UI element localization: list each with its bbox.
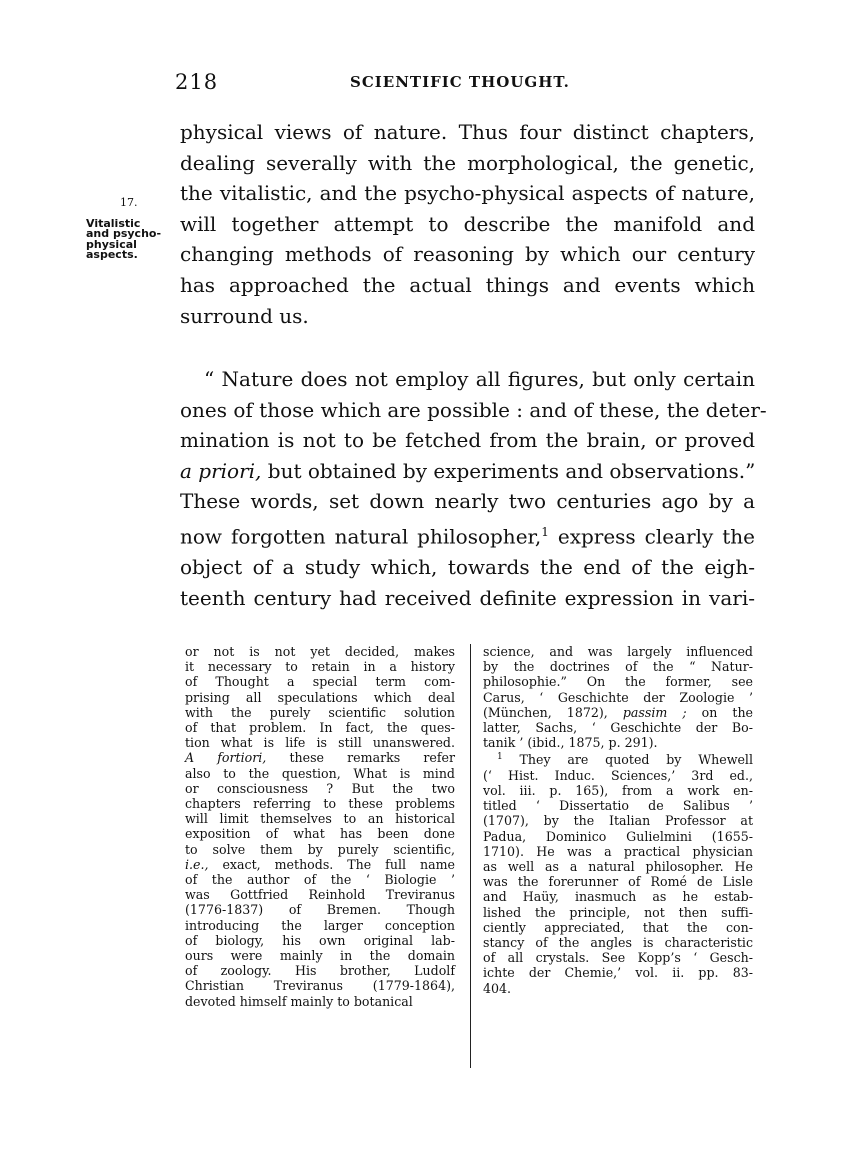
footnote-line: vol. iii. p. 165), from a work en-	[483, 783, 753, 799]
footnote-line: (1707), by the Italian Professor at	[483, 813, 753, 829]
footnote-line: science, and was largely influenced	[483, 644, 753, 659]
paragraph-2-line-6-after: express clearly the	[548, 524, 755, 549]
paragraph-1-line: surround us.	[180, 303, 309, 328]
footnote-line: of that problem. In fact, the ques-	[185, 720, 455, 736]
footnote-line: Padua, Dominico Gulielmini (1655-	[483, 828, 753, 844]
a-priori-italic: a priori,	[180, 458, 262, 483]
footnote-line	[185, 857, 455, 872]
footnote-line: prising all speculations which deal	[185, 689, 455, 705]
footnote-line: it necessary to retain in a history	[185, 659, 455, 675]
footnote-column-right	[483, 644, 753, 1068]
paragraph-1-line: has approached the actual things and events which	[180, 272, 755, 297]
footnote-line: ours were mainly in the domain	[185, 948, 455, 964]
footnote-line: was Gottfried Reinhold Treviranus	[185, 887, 455, 903]
paragraph-2-line	[180, 517, 755, 552]
footnote-line: stancy of the angles is characteristic	[483, 935, 753, 951]
footnote-line: exposition of what has been done	[185, 826, 455, 842]
paragraph-2-line: These words, set down nearly two centuries ago by a	[180, 489, 755, 514]
paragraph-2-line: ones of those which are possible : and of these, the deter-	[180, 397, 767, 422]
footnote-line: titled ‘ Dissertatio de Salibus ’	[483, 798, 753, 814]
paragraph-1-line: the vitalistic, and the psycho-physical aspects of nature,	[180, 181, 755, 206]
footnote-column-divider	[470, 644, 471, 1068]
footnote-line: ciently appreciated, that the con-	[483, 919, 753, 935]
footnote-line: (‘ Hist. Induc. Sciences,’ 3rd ed.,	[483, 767, 753, 783]
footnote-marker: 1	[497, 752, 503, 763]
footnote-line: of Thought a special term com-	[185, 674, 455, 690]
footnote-line: or not is not yet decided, makes	[185, 644, 455, 659]
footnote-line: tion what is life is still unanswered.	[185, 735, 455, 751]
footnote-line: introducing the larger conception	[185, 917, 455, 933]
footnote-line: also to the question, What is mind	[185, 765, 455, 781]
footnote-line: 404.	[483, 980, 512, 996]
footnote-line: to solve them by purely scientific,	[185, 841, 455, 857]
footnote-line-start: (München, 1872),	[483, 704, 608, 720]
footnote-line: was the forerunner of Romé de Lisle	[483, 874, 753, 890]
footnote-line: ichte der Chemie,’ vol. ii. pp. 83-	[483, 965, 753, 981]
footnote-line: by the doctrines of the “ Natur-	[483, 659, 753, 675]
footnote-line: of the author of the ‘ Biologie ’	[185, 872, 455, 888]
footnote-column-left	[185, 644, 455, 1068]
footnote-line: devoted himself mainly to botanical	[185, 993, 413, 1009]
passim-italic: passim ;	[607, 704, 687, 720]
footnote-line: or consciousness ? But the two	[185, 780, 455, 796]
footnote-reference: 1	[541, 524, 549, 539]
paragraph-2-line: “ Nature does not employ all figures, but only certain	[204, 367, 755, 391]
running-title: SCIENTIFIC THOUGHT.	[350, 73, 570, 91]
footnote-line-rest: They are quoted by Whewell	[502, 752, 753, 768]
footnote-line: tanik ’ (ibid., 1875, p. 291).	[483, 735, 658, 751]
paragraph-2-line-4-rest: but obtained by experiments and observations.”	[261, 458, 756, 483]
footnote-line: philosophie.” On the former, see	[483, 674, 753, 690]
footnote-line-rest: on the	[686, 704, 754, 720]
footnote-line: of all crystals. See Kopp’s ‘ Gesch-	[483, 950, 753, 966]
paragraph-1-line: physical views of nature. Thus four distinct chapters,	[180, 120, 755, 144]
footnote-line: (1776-1837) of Bremen. Though	[185, 902, 455, 918]
paragraph-2-line: mination is not to be fetched from the brain, or proved	[180, 428, 755, 453]
footnote-line-rest: exact, methods. The full name	[208, 856, 455, 872]
paragraph-1-line: will together attempt to describe the manifold and	[180, 211, 755, 236]
footnote-line: of biology, his own original lab-	[185, 932, 455, 948]
footnote-line: 1710). He was a practical physician	[483, 843, 753, 859]
footnote-line: lished the principle, not then suffi-	[483, 904, 753, 920]
paragraph-2-line-6-before: now forgotten natural philosopher,	[180, 524, 542, 549]
i-e-italic: i.e.,	[185, 856, 209, 872]
marginal-note-number: 17.	[120, 195, 138, 209]
footnote-line: as well as a natural philosopher. He	[483, 859, 753, 875]
paragraph-1-line: dealing severally with the morphological, the genetic,	[180, 150, 755, 175]
footnote-line: Christian Treviranus (1779-1864),	[185, 978, 455, 994]
footnote-line: latter, Sachs, ‘ Geschichte der Bo-	[483, 720, 753, 736]
paragraph-2-line: teenth century had received definite expression in vari-	[180, 585, 755, 610]
footnote-line: will limit themselves to an historical	[185, 811, 455, 827]
footnote-line: Carus, ‘ Geschichte der Zoologie ’	[483, 689, 753, 705]
marginal-note	[86, 187, 176, 261]
paragraph-2-line: object of a study which, towards the end of the eigh-	[180, 555, 755, 580]
footnote-line: chapters referring to these problems	[185, 796, 455, 812]
paragraph-1-line: changing methods of reasoning by which our century	[180, 242, 755, 267]
footnote-line	[483, 705, 753, 720]
footnote-line	[483, 750, 753, 767]
footnote-line: of zoology. His brother, Ludolf	[185, 963, 455, 979]
footnote-line-rest: these remarks refer	[266, 750, 455, 766]
footnote-line: with the purely scientific solution	[185, 704, 455, 720]
paragraph-2-line	[180, 456, 755, 487]
footnote-line	[185, 750, 455, 765]
page-number: 218	[175, 70, 219, 94]
paragraph-1	[180, 117, 755, 331]
paragraph-2	[180, 364, 767, 613]
footnotes	[185, 644, 759, 1068]
marginal-note-text: Vitalistic and psycho- physical aspects.	[86, 216, 162, 261]
a-fortiori-italic: A fortiori,	[185, 750, 267, 766]
footnote-line: and Haüy, inasmuch as he estab-	[483, 889, 753, 905]
